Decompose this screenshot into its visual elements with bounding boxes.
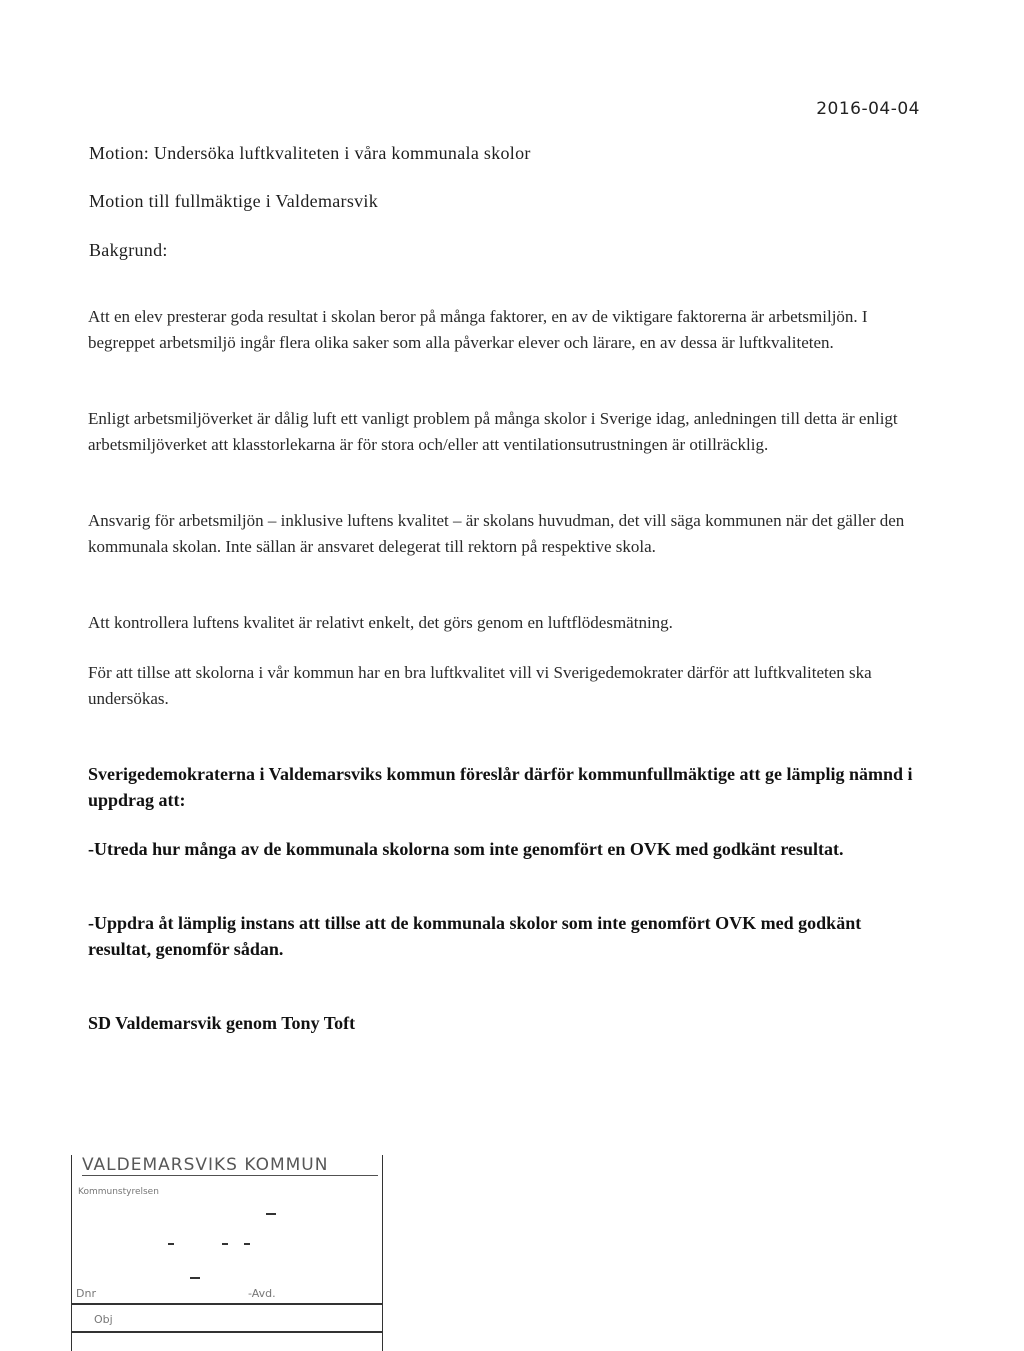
stamp-obj-label: Obj: [94, 1313, 113, 1326]
motion-subtitle: Motion till fullmäktige i Valdemarsvik: [89, 191, 379, 211]
proposal-item-1: -Utreda hur många av de kommunala skolorna som inte genomfört en OVK med godkänt resultat.: [88, 839, 844, 859]
proposal-intro: Sverigedemokraterna i Valdemarsviks kommun föreslår därför kommunfullmäktige att ge lämplig nämnd i uppdrag att:: [88, 764, 913, 810]
stamp-dnr-label: Dnr: [76, 1287, 96, 1300]
stamp-subtitle: Kommunstyrelsen: [78, 1187, 159, 1197]
paragraph-2: Enligt arbetsmiljöverket är dålig luft ett vanligt problem på många skolor i Sverige idag, anledningen till detta är enligt arbetsmiljöverket att klasstorlekarna är för stora och/eller att ventilationsutrustningen är otillräcklig.: [88, 409, 898, 454]
proposal-item-2: -Uppdra åt lämplig instans att tillse att de kommunala skolor som inte genomfört OVK med godkänt resultat, genomför sådan.: [88, 913, 862, 959]
stamp-mark: [168, 1243, 174, 1245]
stamp-mark: [190, 1277, 200, 1279]
paragraph-1: Att en elev presterar goda resultat i skolan beror på många faktorer, en av de viktigare faktorerna är arbetsmiljön. I begreppet arbetsmiljö ingår flera olika saker som alla påverkar elever och lärare, en av dessa är luftkvaliteten.: [88, 307, 868, 352]
registration-stamp: [71, 1155, 383, 1351]
stamp-divider: [72, 1303, 382, 1305]
stamp-dnr-suffix: -Avd.: [248, 1287, 276, 1300]
motion-title: Motion: Undersöka luftkvaliteten i våra kommunala skolor: [89, 143, 531, 163]
stamp-mark: [222, 1243, 228, 1245]
stamp-mark: [244, 1243, 250, 1245]
signature: SD Valdemarsvik genom Tony Toft: [88, 1013, 356, 1033]
background-heading: Bakgrund:: [89, 240, 168, 260]
paragraph-3: Ansvarig för arbetsmiljön – inklusive luftens kvalitet – är skolans huvudman, det vill säga kommunen när det gäller den kommunala skolan. Inte sällan är ansvaret delegerat till rektorn på respektive skola.: [88, 511, 905, 556]
paragraph-5: För att tillse att skolorna i vår kommun har en bra luftkvalitet vill vi Sverigedemokrater därför att luftkvaliteten ska undersökas.: [88, 663, 872, 708]
stamp-divider: [72, 1331, 382, 1333]
stamp-title: VALDEMARSVIKS KOMMUN: [82, 1155, 378, 1176]
paragraph-4: Att kontrollera luftens kvalitet är relativt enkelt, det görs genom en luftflödesmätning.: [88, 613, 673, 632]
document-date: 2016-04-04: [816, 99, 920, 119]
stamp-mark: [266, 1213, 276, 1215]
